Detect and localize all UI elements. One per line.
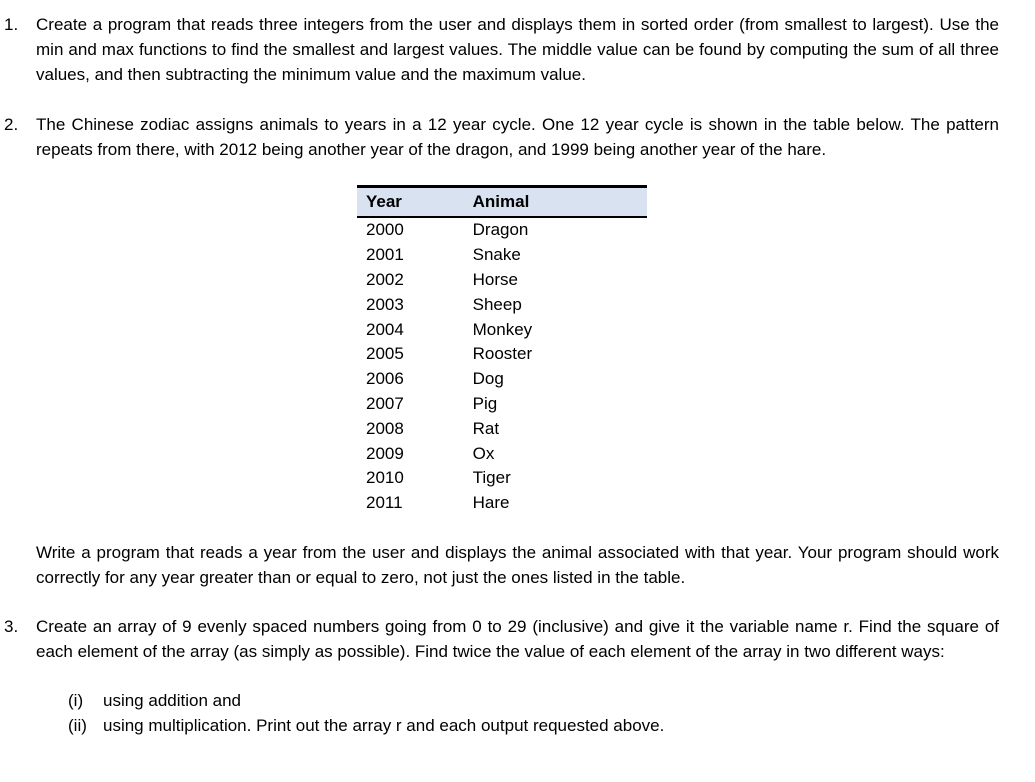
table-cell-year: 2000 (366, 220, 404, 240)
question-3-text: Create an array of 9 evenly spaced numbers going from 0 to 29 (inclusive) and give it the variable name r. Find the square of each element of the array (as simply as possible). Find twice the value of each element of the array in two different ways: (36, 617, 999, 661)
question-2-number: 2. (4, 115, 19, 134)
table-cell-year: 2008 (366, 418, 404, 438)
table-cell-animal: Pig (472, 393, 498, 413)
table-row (357, 292, 647, 317)
table-cell-year: 2002 (366, 269, 404, 289)
question-3-subitem-2 (0, 713, 1035, 738)
table-cell-year: 2005 (366, 344, 404, 364)
table-row (357, 441, 647, 466)
table-cell-animal: Sheep (472, 294, 522, 314)
subitem-text: using addition and (103, 691, 242, 710)
question-3-number: 3. (4, 617, 19, 636)
table-row (357, 466, 647, 491)
subitem-text: using multiplication. Print out the array r and each output requested above. (103, 716, 665, 735)
table-cell-animal: Monkey (472, 319, 533, 339)
table-header-animal: Animal (473, 187, 647, 218)
table-row (357, 491, 647, 516)
table-cell-year: 2006 (366, 369, 404, 389)
table-row (357, 243, 647, 268)
table-cell-year: 2001 (366, 245, 404, 265)
table-row (357, 342, 647, 367)
table-cell-year: 2010 (366, 468, 404, 488)
table-cell-year: 2004 (366, 319, 404, 339)
table-cell-animal: Dog (472, 369, 504, 389)
table-row (357, 268, 647, 293)
question-1-number: 1. (4, 15, 19, 34)
table-header-year: Year (357, 187, 473, 218)
subitem-label: (ii) (68, 716, 87, 735)
table-row (357, 217, 647, 243)
table-cell-animal: Horse (472, 269, 518, 289)
table-cell-year: 2009 (366, 443, 404, 463)
question-2-text: The Chinese zodiac assigns animals to years in a 12 year cycle. One 12 year cycle is shown in the table below. The pattern repeats from there, with 2012 being another year of the dragon, and 1999 being another year of the hare. (36, 115, 999, 159)
question-3-subitem-1 (0, 688, 1035, 713)
table-row (357, 367, 647, 392)
table-row (357, 416, 647, 441)
table-cell-animal: Snake (472, 245, 521, 265)
table-cell-animal: Hare (472, 493, 510, 513)
table-cell-year: 2003 (366, 294, 404, 314)
table-row (357, 392, 647, 417)
zodiac-table (357, 185, 647, 516)
table-cell-animal: Rat (472, 418, 500, 438)
table-header-row (357, 187, 647, 218)
question-1-text: Create a program that reads three integers from the user and displays them in sorted order (from smallest to largest). Use the min and max functions to find the smallest and largest values. The middle value can be found by computing the sum of all three values, and then subtracting the minimum value and the maximum value. (36, 15, 999, 84)
table-cell-year: 2011 (366, 493, 403, 513)
table-cell-year: 2007 (366, 393, 404, 413)
table-cell-animal: Rooster (472, 344, 533, 364)
question-2-followup-text: Write a program that reads a year from the user and displays the animal associated with that year. Your program should work correctly for any year greater than or equal to zero, not just the ones listed in the table. (36, 543, 999, 587)
table-cell-animal: Tiger (472, 468, 511, 488)
table-row (357, 317, 647, 342)
table-cell-animal: Ox (472, 443, 495, 463)
table-cell-animal: Dragon (472, 220, 529, 240)
subitem-label: (i) (68, 691, 84, 710)
table-body (357, 217, 647, 516)
